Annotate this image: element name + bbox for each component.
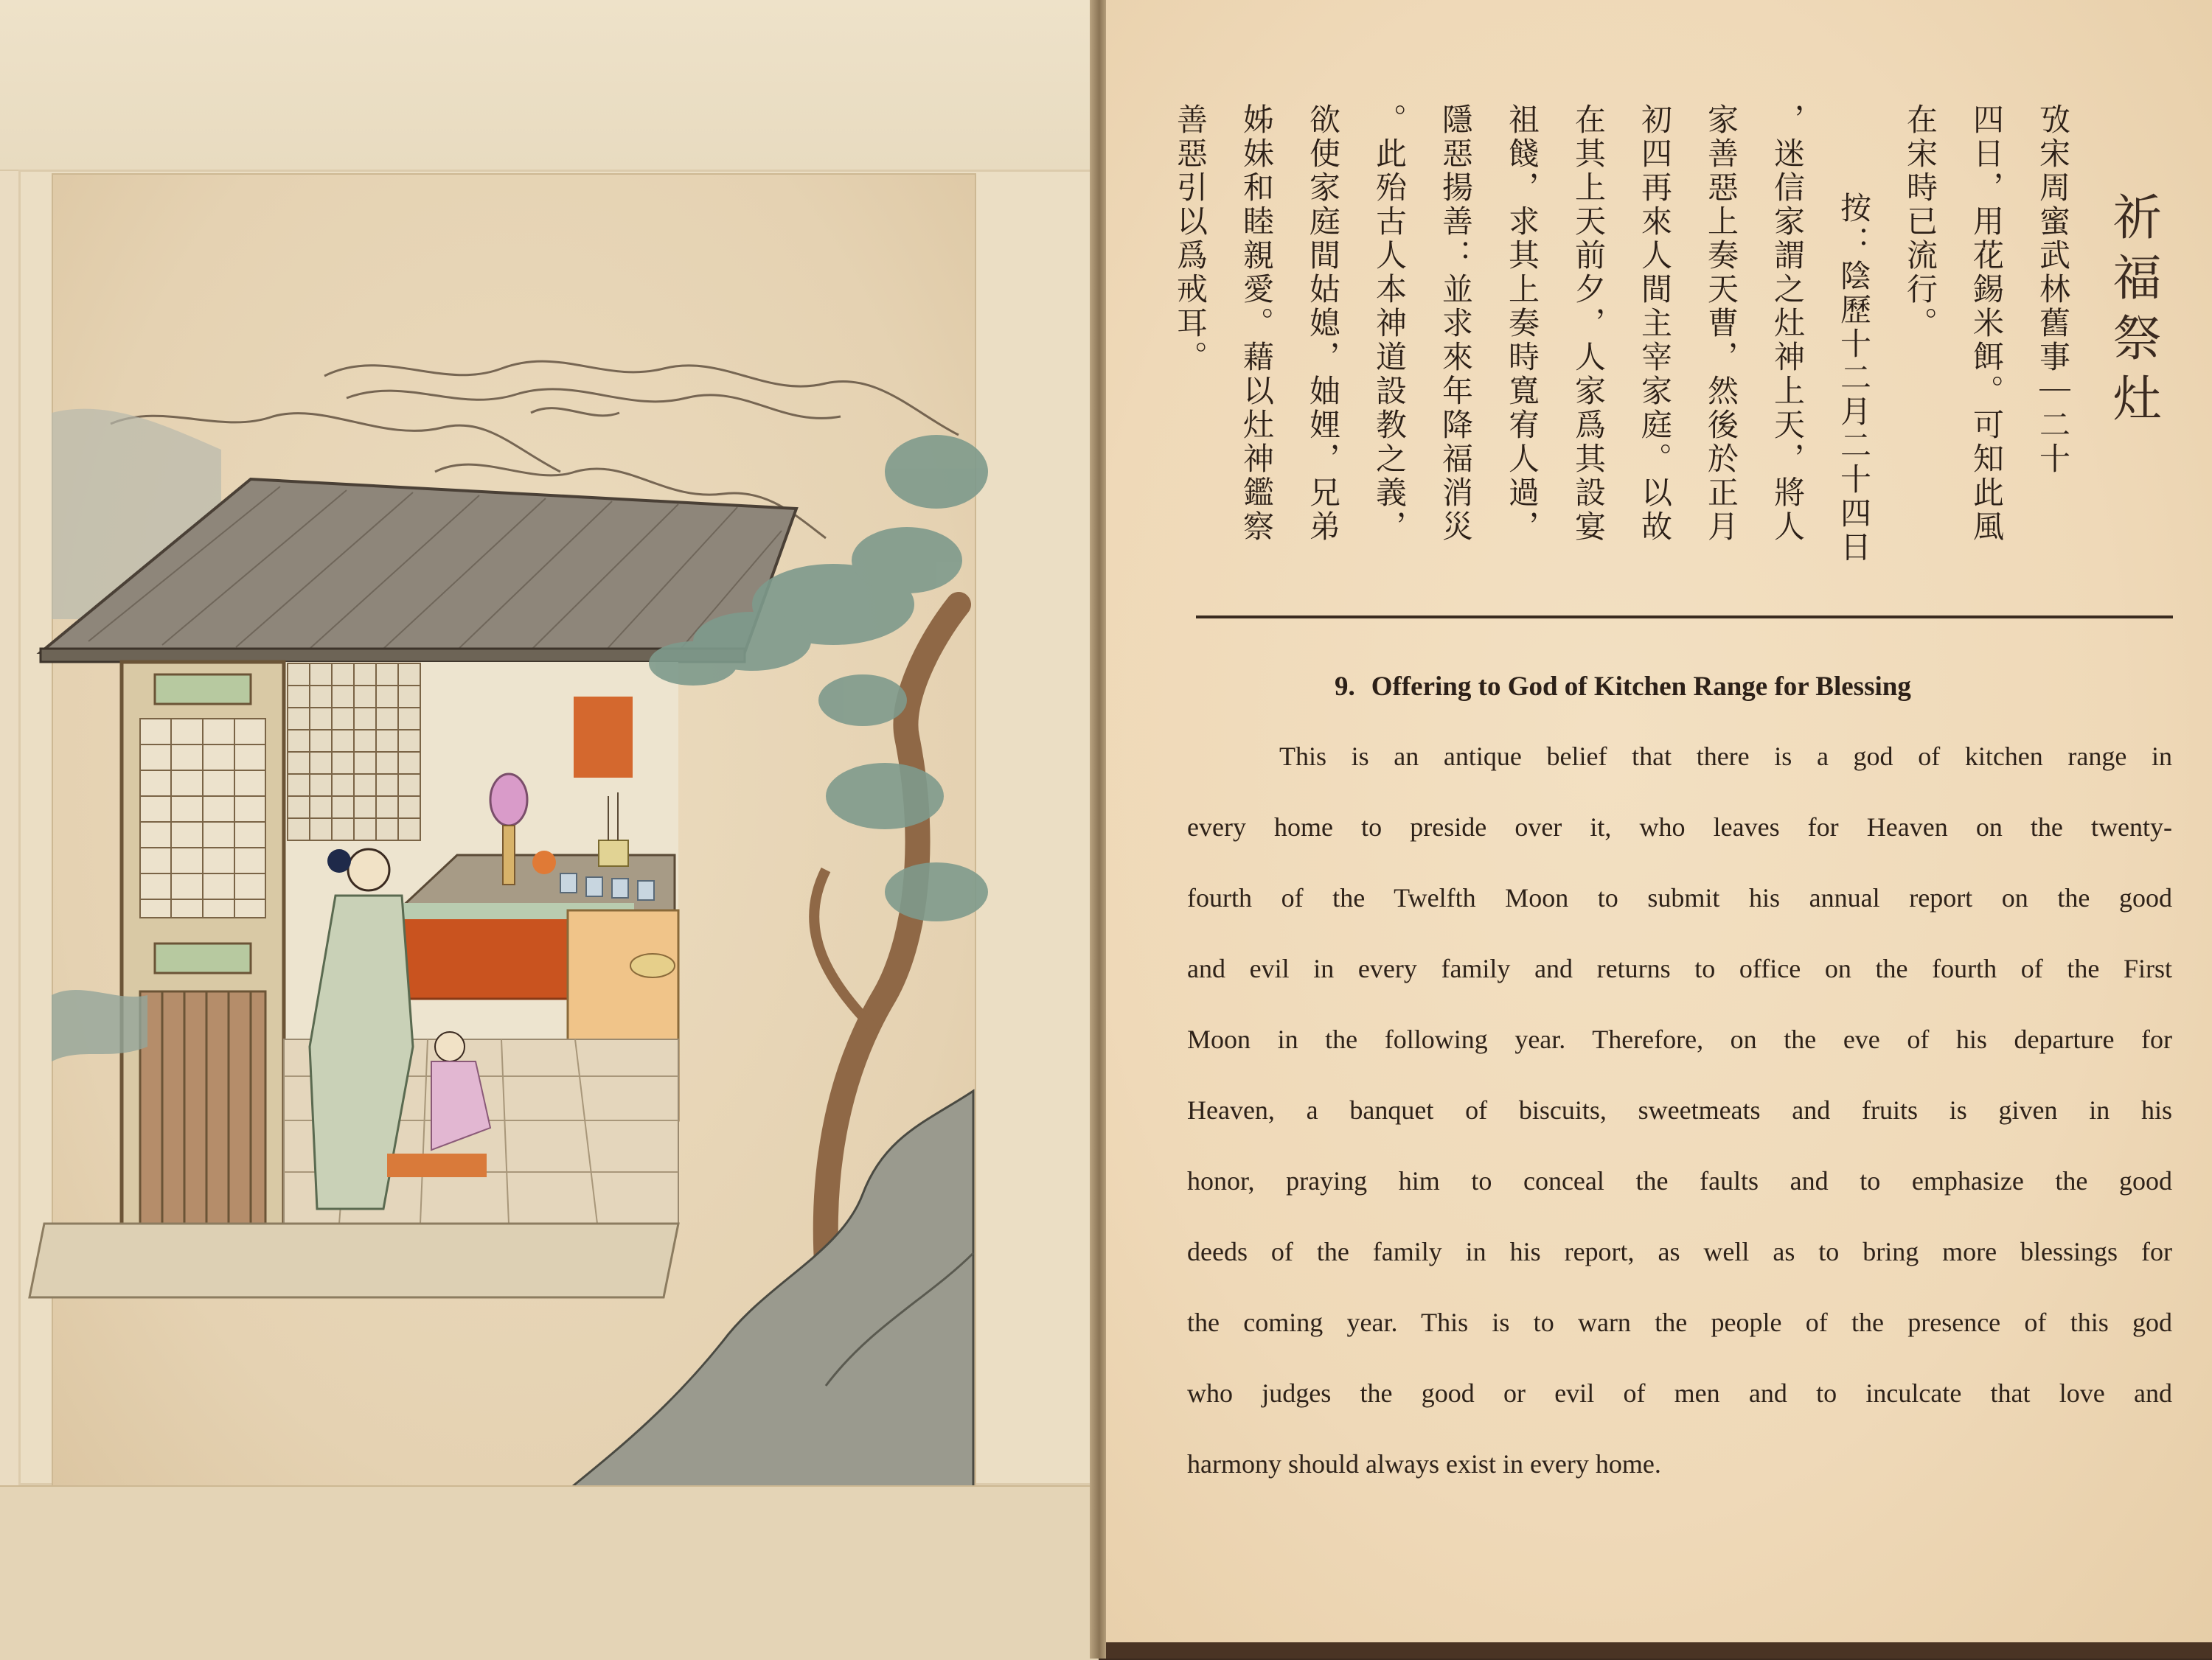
chinese-column: 家善惡上奏天曹，然後於正月 xyxy=(1703,103,1739,544)
adult-head xyxy=(348,849,389,890)
chinese-column: 隱惡揚善：並求來年降福消災 xyxy=(1438,103,1474,544)
window-lattice xyxy=(288,663,420,840)
english-line: Heaven, a banquet of biscuits, sweetmeats and fruits is given in his xyxy=(1187,1095,2172,1125)
chinese-column: 姊妹和睦親愛。藉以灶神鑑察 xyxy=(1239,103,1275,544)
section-divider xyxy=(1196,615,2173,618)
english-line: harmony should always exist in every home. xyxy=(1187,1449,1661,1479)
door-plaque-top xyxy=(155,674,251,704)
chinese-column: ，迷信家謂之灶神上天，將人 xyxy=(1770,103,1806,544)
chinese-column: 。此殆古人本神道設教之義， xyxy=(1371,103,1408,544)
chinese-column: 按：陰歷十二月二十四日 xyxy=(1836,192,1872,565)
incense-burner xyxy=(599,840,628,866)
english-line: every home to preside over it, who leaves for Heaven on the twenty- xyxy=(1187,812,2172,842)
adult-hair-bun xyxy=(327,849,351,873)
chinese-column: 善惡引以爲戒耳。 xyxy=(1172,103,1208,374)
chinese-column: 初四再來人間主宰家庭。以故 xyxy=(1637,103,1673,544)
chinese-column: 祖餞，求其上奏時寬宥人過， xyxy=(1504,103,1540,544)
english-line: deeds of the family in his report, as well as to bring more blessings for xyxy=(1187,1237,2172,1266)
english-line: who judges the good or evil of men and to inculcate that love and xyxy=(1187,1378,2172,1408)
kneeling-mat xyxy=(387,1154,487,1177)
english-line: and evil in every family and returns to office on the fourth of the First xyxy=(1187,954,2172,983)
door-plaque-bottom xyxy=(155,944,251,973)
kitchen-god-paper xyxy=(574,697,633,778)
lamp-stand xyxy=(503,826,515,885)
section-number: 9. xyxy=(1335,672,1355,702)
left-page xyxy=(0,0,1099,1659)
english-line: honor, praying him to conceal the faults and to emphasize the good xyxy=(1187,1166,2172,1196)
english-heading xyxy=(1335,671,2072,702)
roof-eave xyxy=(41,649,745,662)
english-line: fourth of the Twelfth Moon to submit his annual report on the good xyxy=(1187,883,2172,913)
door-slats xyxy=(140,991,265,1224)
page-bottom-edge xyxy=(1106,1642,2212,1659)
door-lattice xyxy=(140,719,265,918)
heading-text: Offering to God of Kitchen Range for Blessing xyxy=(1371,672,1911,702)
stove-pot xyxy=(630,954,675,977)
english-line: Moon in the following year. Therefore, on the eve of his departure for xyxy=(1187,1025,2172,1054)
english-line: This is an antique belief that there is a god of kitchen range in xyxy=(1279,742,2172,771)
offering-fruit xyxy=(532,851,556,874)
chinese-title: 祈福祭灶 xyxy=(2104,192,2161,433)
chinese-column: 在其上天前夕，人家爲其設宴 xyxy=(1571,103,1607,544)
chinese-text-block xyxy=(1172,103,2175,575)
terrace xyxy=(29,1224,678,1297)
chinese-column: 四日，用花錫米餌。可知此風 xyxy=(1969,103,2005,544)
grass-left xyxy=(52,990,147,1061)
page-bottom-margin xyxy=(0,1485,1099,1660)
chinese-column: 欲使家庭間姑媳，妯娌，兄弟 xyxy=(1305,103,1341,544)
english-line: the coming year. This is to warn the people of the presence of this god xyxy=(1187,1308,2172,1337)
kitchen-god-offering-illustration xyxy=(0,0,1099,1659)
child-head xyxy=(435,1032,465,1061)
candle-lamp xyxy=(490,774,527,826)
chinese-column: 在宋時已流行。 xyxy=(1902,103,1938,341)
chinese-column: 攷宋周蜜武林舊事｜二十 xyxy=(2035,103,2071,476)
